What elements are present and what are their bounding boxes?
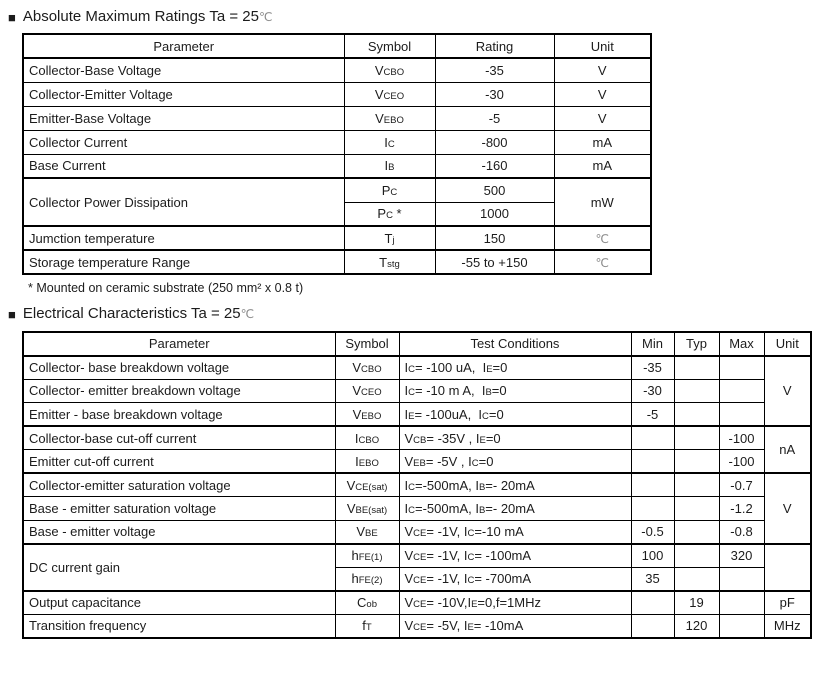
unit-cell: mW bbox=[554, 178, 651, 226]
col-header-test-conditions: Test Conditions bbox=[399, 332, 631, 356]
parameter-cell: Collector Current bbox=[23, 130, 344, 154]
table-row bbox=[23, 178, 651, 202]
abs-max-section-title bbox=[8, 8, 818, 26]
rating-cell: -800 bbox=[435, 130, 554, 154]
datasheet-page bbox=[0, 8, 818, 639]
table-row bbox=[23, 356, 811, 380]
min-cell bbox=[631, 450, 674, 474]
max-cell: 320 bbox=[719, 544, 764, 568]
test-conditions-cell: IC=-500mA, IB=- 20mA bbox=[399, 473, 631, 497]
table-row bbox=[23, 520, 811, 544]
table-row bbox=[23, 250, 651, 274]
abs-max-table bbox=[22, 33, 652, 275]
max-cell bbox=[719, 567, 764, 591]
max-cell: -0.8 bbox=[719, 520, 764, 544]
symbol-cell: Tj bbox=[344, 226, 435, 250]
max-cell bbox=[719, 614, 764, 638]
max-cell bbox=[719, 591, 764, 615]
table-row bbox=[23, 58, 651, 82]
elec-section-title bbox=[8, 305, 818, 323]
table-row bbox=[23, 226, 651, 250]
rating-cell: 1000 bbox=[435, 202, 554, 226]
rating-cell: -55 to +150 bbox=[435, 250, 554, 274]
abs-max-title-text: Absolute Maximum Ratings Ta = 25℃ bbox=[22, 8, 273, 25]
col-header-max: Max bbox=[719, 332, 764, 356]
unit-cell: pF bbox=[764, 591, 811, 615]
table-row bbox=[23, 497, 811, 521]
test-conditions-cell: VCE= -1V, IC=-10 mA bbox=[399, 520, 631, 544]
parameter-cell: Collector-Emitter Voltage bbox=[23, 82, 344, 106]
typ-cell: 19 bbox=[674, 591, 719, 615]
symbol-cell: VCE(sat) bbox=[335, 473, 399, 497]
table-row bbox=[23, 591, 811, 615]
col-header-typ: Typ bbox=[674, 332, 719, 356]
unit-cell: ℃ bbox=[554, 226, 651, 250]
parameter-cell: Collector- emitter breakdown voltage bbox=[23, 379, 335, 403]
unit-cell: nA bbox=[764, 426, 811, 473]
typ-cell bbox=[674, 497, 719, 521]
rating-cell: -5 bbox=[435, 106, 554, 130]
min-cell bbox=[631, 497, 674, 521]
elec-header-row bbox=[23, 332, 811, 356]
symbol-cell: Cob bbox=[335, 591, 399, 615]
parameter-cell: Storage temperature Range bbox=[23, 250, 344, 274]
test-conditions-cell: VCE= -5V, IE= -10mA bbox=[399, 614, 631, 638]
rating-cell: -30 bbox=[435, 82, 554, 106]
max-cell: -100 bbox=[719, 450, 764, 474]
elec-title-text: Electrical Characteristics Ta = 25℃ bbox=[22, 305, 255, 322]
rating-cell: -35 bbox=[435, 58, 554, 82]
typ-cell bbox=[674, 473, 719, 497]
max-cell bbox=[719, 356, 764, 380]
col-header-min: Min bbox=[631, 332, 674, 356]
table-row bbox=[23, 82, 651, 106]
rating-cell: -160 bbox=[435, 154, 554, 178]
symbol-cell: VEBO bbox=[335, 403, 399, 427]
table-row bbox=[23, 106, 651, 130]
parameter-cell: Emitter-Base Voltage bbox=[23, 106, 344, 130]
abs-max-header-row bbox=[23, 34, 651, 58]
table-row bbox=[23, 426, 811, 450]
unit-cell: V bbox=[554, 82, 651, 106]
parameter-cell: Collector-Base Voltage bbox=[23, 58, 344, 82]
symbol-cell: IB bbox=[344, 154, 435, 178]
typ-cell: 120 bbox=[674, 614, 719, 638]
unit-cell: mA bbox=[554, 154, 651, 178]
max-cell bbox=[719, 379, 764, 403]
max-cell: -0.7 bbox=[719, 473, 764, 497]
symbol-cell: ICBO bbox=[335, 426, 399, 450]
col-header-parameter: Parameter bbox=[23, 332, 335, 356]
test-conditions-cell: VEB= -5V , IC=0 bbox=[399, 450, 631, 474]
parameter-cell: Collector- base breakdown voltage bbox=[23, 356, 335, 380]
symbol-cell: VEBO bbox=[344, 106, 435, 130]
table-row bbox=[23, 379, 811, 403]
table-row bbox=[23, 154, 651, 178]
elec-table bbox=[22, 331, 812, 639]
typ-cell bbox=[674, 403, 719, 427]
symbol-cell: fT bbox=[335, 614, 399, 638]
table-row bbox=[23, 544, 811, 568]
test-conditions-cell: VCE= -1V, IC= -100mA bbox=[399, 544, 631, 568]
max-cell bbox=[719, 403, 764, 427]
parameter-cell: Collector-emitter saturation voltage bbox=[23, 473, 335, 497]
col-header-symbol: Symbol bbox=[335, 332, 399, 356]
typ-cell bbox=[674, 544, 719, 568]
max-cell: -100 bbox=[719, 426, 764, 450]
test-conditions-cell: VCE= -10V,IE=0,f=1MHz bbox=[399, 591, 631, 615]
min-cell: 100 bbox=[631, 544, 674, 568]
col-header-unit: Unit bbox=[764, 332, 811, 356]
typ-cell bbox=[674, 426, 719, 450]
test-conditions-cell: IC= -100 uA, IE=0 bbox=[399, 356, 631, 380]
parameter-cell: Emitter cut-off current bbox=[23, 450, 335, 474]
parameter-cell: Base - emitter saturation voltage bbox=[23, 497, 335, 521]
parameter-cell: Transition frequency bbox=[23, 614, 335, 638]
typ-cell bbox=[674, 379, 719, 403]
unit-cell: V bbox=[764, 356, 811, 427]
parameter-cell: Collector Power Dissipation bbox=[23, 178, 344, 226]
unit-cell: MHz bbox=[764, 614, 811, 638]
symbol-cell: hFE(1) bbox=[335, 544, 399, 568]
min-cell: -35 bbox=[631, 356, 674, 380]
typ-cell bbox=[674, 567, 719, 591]
table-row bbox=[23, 403, 811, 427]
col-header-symbol: Symbol bbox=[344, 34, 435, 58]
unit-cell: V bbox=[764, 473, 811, 544]
symbol-cell: hFE(2) bbox=[335, 567, 399, 591]
max-cell: -1.2 bbox=[719, 497, 764, 521]
symbol-cell: VCEO bbox=[344, 82, 435, 106]
section-bullet-icon: ■ bbox=[8, 9, 16, 25]
col-header-rating: Rating bbox=[435, 34, 554, 58]
symbol-cell: VBE(sat) bbox=[335, 497, 399, 521]
parameter-cell: Emitter - base breakdown voltage bbox=[23, 403, 335, 427]
min-cell bbox=[631, 614, 674, 638]
table-row bbox=[23, 130, 651, 154]
min-cell: -30 bbox=[631, 379, 674, 403]
section-bullet-icon: ■ bbox=[8, 306, 16, 322]
parameter-cell: DC current gain bbox=[23, 544, 335, 591]
symbol-cell: Tstg bbox=[344, 250, 435, 274]
table-row bbox=[23, 473, 811, 497]
min-cell: -5 bbox=[631, 403, 674, 427]
table-row bbox=[23, 614, 811, 638]
test-conditions-cell: IC= -10 m A, IB=0 bbox=[399, 379, 631, 403]
rating-cell: 150 bbox=[435, 226, 554, 250]
min-cell bbox=[631, 426, 674, 450]
parameter-cell: Base - emitter voltage bbox=[23, 520, 335, 544]
unit-cell: V bbox=[554, 106, 651, 130]
parameter-cell: Output capacitance bbox=[23, 591, 335, 615]
table-row bbox=[23, 450, 811, 474]
min-cell: 35 bbox=[631, 567, 674, 591]
typ-cell bbox=[674, 450, 719, 474]
test-conditions-cell: IC=-500mA, IB=- 20mA bbox=[399, 497, 631, 521]
unit-cell: ℃ bbox=[554, 250, 651, 274]
symbol-cell: VCBO bbox=[344, 58, 435, 82]
symbol-cell: VCEO bbox=[335, 379, 399, 403]
test-conditions-cell: IE= -100uA, IC=0 bbox=[399, 403, 631, 427]
parameter-cell: Collector-base cut-off current bbox=[23, 426, 335, 450]
parameter-cell: Base Current bbox=[23, 154, 344, 178]
symbol-cell: IEBO bbox=[335, 450, 399, 474]
test-conditions-cell: VCB= -35V , IE=0 bbox=[399, 426, 631, 450]
unit-cell bbox=[764, 544, 811, 591]
typ-cell bbox=[674, 520, 719, 544]
parameter-cell: Jumction temperature bbox=[23, 226, 344, 250]
symbol-cell: VBE bbox=[335, 520, 399, 544]
min-cell: -0.5 bbox=[631, 520, 674, 544]
min-cell bbox=[631, 473, 674, 497]
rating-cell: 500 bbox=[435, 178, 554, 202]
footnote: * Mounted on ceramic substrate (250 mm² x 0.8 t) bbox=[28, 281, 304, 295]
symbol-cell: IC bbox=[344, 130, 435, 154]
test-conditions-cell: VCE= -1V, IC= -700mA bbox=[399, 567, 631, 591]
symbol-cell: PC bbox=[344, 178, 435, 202]
col-header-unit: Unit bbox=[554, 34, 651, 58]
col-header-parameter: Parameter bbox=[23, 34, 344, 58]
unit-cell: mA bbox=[554, 130, 651, 154]
min-cell bbox=[631, 591, 674, 615]
symbol-cell: VCBO bbox=[335, 356, 399, 380]
symbol-cell: PC * bbox=[344, 202, 435, 226]
unit-cell: V bbox=[554, 58, 651, 82]
typ-cell bbox=[674, 356, 719, 380]
